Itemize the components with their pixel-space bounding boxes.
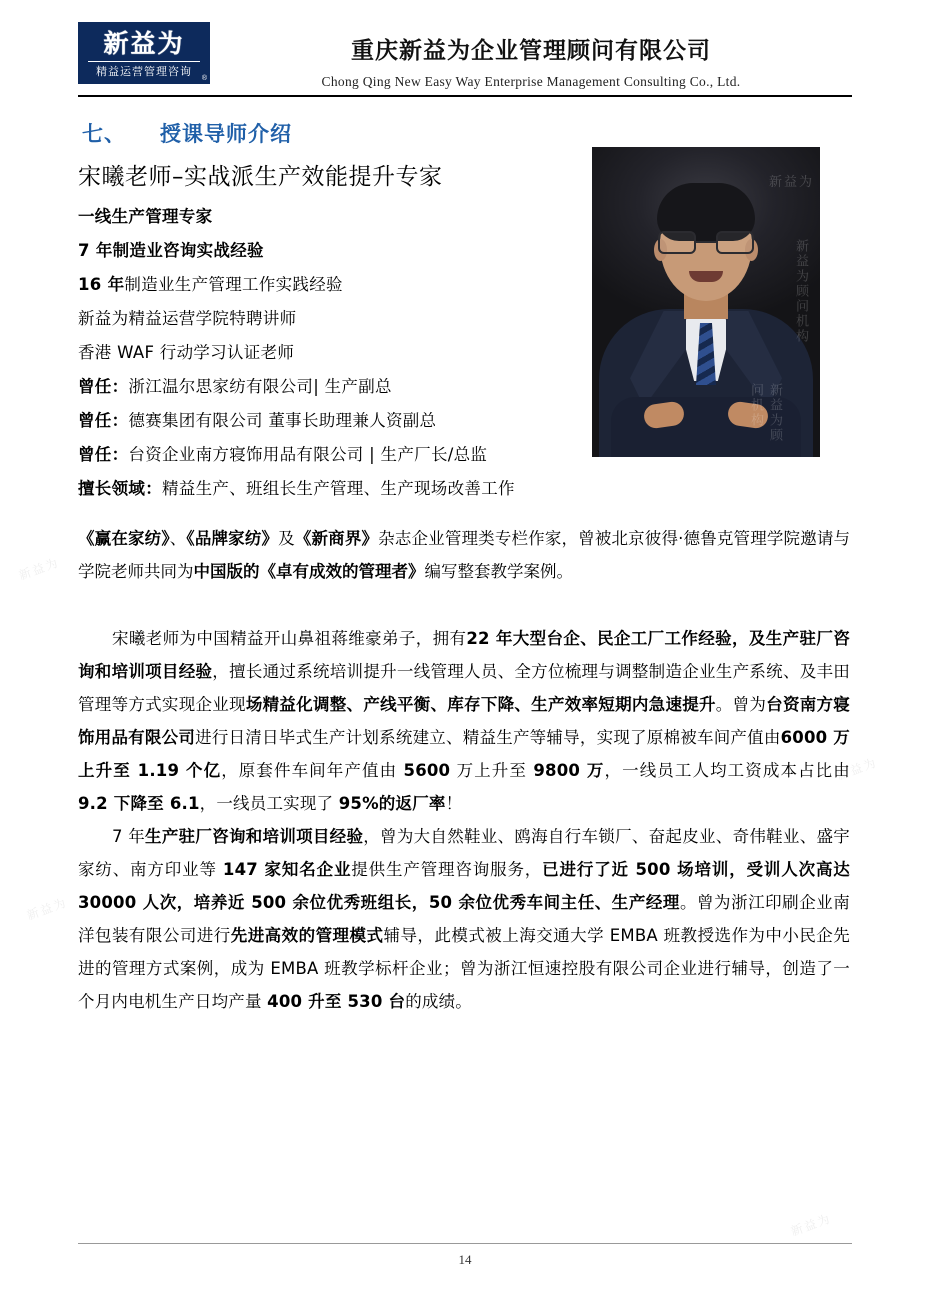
- glasses-icon: [658, 231, 754, 255]
- photo-watermark-3: 新益为顾问机构: [748, 383, 782, 443]
- page-watermark-2: 新益为: [25, 895, 70, 923]
- logo-divider: [88, 61, 200, 62]
- logo-registered-mark: ®: [201, 75, 207, 82]
- paragraph-1: 宋曦老师为中国精益开山鼻祖蒋维豪弟子，拥有22 年大型台企、民企工厂工作经验，及生产驻厂咨询和培训项目经验，擅长通过系统培训提升一线管理人员、全方位梳理与调整制造企业生产系统、及丰田管理等方式实现企业现场精益化调整、产线平衡、库存下降、生产效率短期内急速提升。曾为台资南方寝饰用品有限公司进行日清日毕式生产计划系统建立、精益生产等辅导，实现了原棉被车间产值由6000 万上升至 1.19 个亿，原套件车间年产值由 5600 万上升至 9800 万，一线员工人均工资成本占比由 9.2 下降至 6.1，一线员工实现了 95%的返厂率！: [78, 629, 851, 813]
- photo-watermark-1: 新益为: [768, 175, 814, 190]
- page-watermark-3: 新益为: [835, 755, 880, 783]
- section-heading: [82, 118, 292, 148]
- header-divider: [78, 95, 852, 97]
- bio-line-6: 曾任：德赛集团有限公司 董事长助理兼人资副总: [78, 411, 437, 430]
- body-paragraphs: [78, 622, 850, 1018]
- photo-crossed-arms: [611, 397, 801, 457]
- bio-line-8: 擅长领域：精益生产、班组长生产管理、生产现场改善工作: [78, 479, 515, 498]
- section-title: 授课导师介绍: [160, 122, 292, 146]
- photo-glasses-bridge: [696, 241, 716, 243]
- document-header: [78, 20, 852, 94]
- paragraph-2: 7 年生产驻厂咨询和培训项目经验，曾为大自然鞋业、鸥海自行车锁厂、奋起皮业、奇伟鞋业、盛宇家纺、南方印业等 147 家知名企业提供生产管理咨询服务，已进行了近 500 场培训，受训人次高达 30000 人次，培养近 500 余位优秀班组长，50 余位优秀车间主任、生产经理。曾为浙江印刷企业南洋包装有限公司进行先进高效的管理模式辅导，此模式被上海交通大学 EMBA 班教授选作为中小民企先进的管理方式案例，成为 EMBA 班教学标杆企业；曾为浙江恒速控股有限公司企业进行辅导，创造了一个月内电机生产日均产量 400 升至 530 台的成绩。: [78, 827, 850, 1011]
- instructor-name: 宋曦老师–实战派生产效能提升专家: [78, 164, 443, 190]
- page-watermark-1: 新益为: [17, 555, 62, 583]
- bio-line-4: 香港 WAF 行动学习认证老师: [78, 343, 295, 362]
- photo-watermark-2: 新益为顾问机构: [793, 239, 808, 344]
- logo-primary-text: 新益为: [103, 28, 185, 58]
- company-logo: [78, 22, 210, 84]
- bio-line-5: 曾任：浙江温尔思家纺有限公司| 生产副总: [78, 377, 392, 396]
- page-watermark-4: 新益为: [789, 1211, 834, 1239]
- instructor-bio: 宋曦老师–实战派生产效能提升专家 一线生产管理专家 7 年制造业咨询实战经验 16 年制造业生产管理工作实践经验 新益为精益运营学院特聘讲师 香港 WAF 行动学习认证老师 曾任：浙江温尔思家纺有限公司| 生产副总 曾任：德赛集团有限公司 董事长助理兼人资副总 曾任：台资企业南方寝饰用品有限公司 | 生产厂长/总监 擅长领域：精益生产、班组长生产管理、生产现场改善工作: [78, 160, 588, 506]
- footer-divider: [78, 1243, 852, 1244]
- logo-secondary-text: 精益运营管理咨询: [96, 64, 192, 78]
- company-name-en: Chong Qing New Easy Way Enterprise Management Consulting Co., Ltd.: [321, 74, 741, 89]
- bio-line-7: 曾任：台资企业南方寝饰用品有限公司 | 生产厂长/总监: [78, 445, 488, 464]
- page-number: 14: [458, 1252, 472, 1267]
- photo-lens-right: [716, 231, 754, 254]
- section-number: 七、: [82, 122, 126, 146]
- bio-line-1: 7 年制造业咨询实战经验: [78, 241, 264, 260]
- bio-line-3: 新益为精益运营学院特聘讲师: [78, 309, 297, 328]
- bio-line-2: 16 年制造业生产管理工作实践经验: [78, 275, 343, 294]
- instructor-credits: 《赢在家纺》、《品牌家纺》及《新商界》杂志企业管理类专栏作家，曾被北京彼得·德鲁克管理学院邀请与学院老师共同为中国版的《卓有成效的管理者》编写整套教学案例。: [78, 529, 851, 581]
- photo-lens-left: [658, 231, 696, 254]
- company-name-cn: 重庆新益为企业管理顾问有限公司: [351, 38, 711, 64]
- instructor-photo: [592, 147, 820, 457]
- header-title-group: [210, 20, 852, 90]
